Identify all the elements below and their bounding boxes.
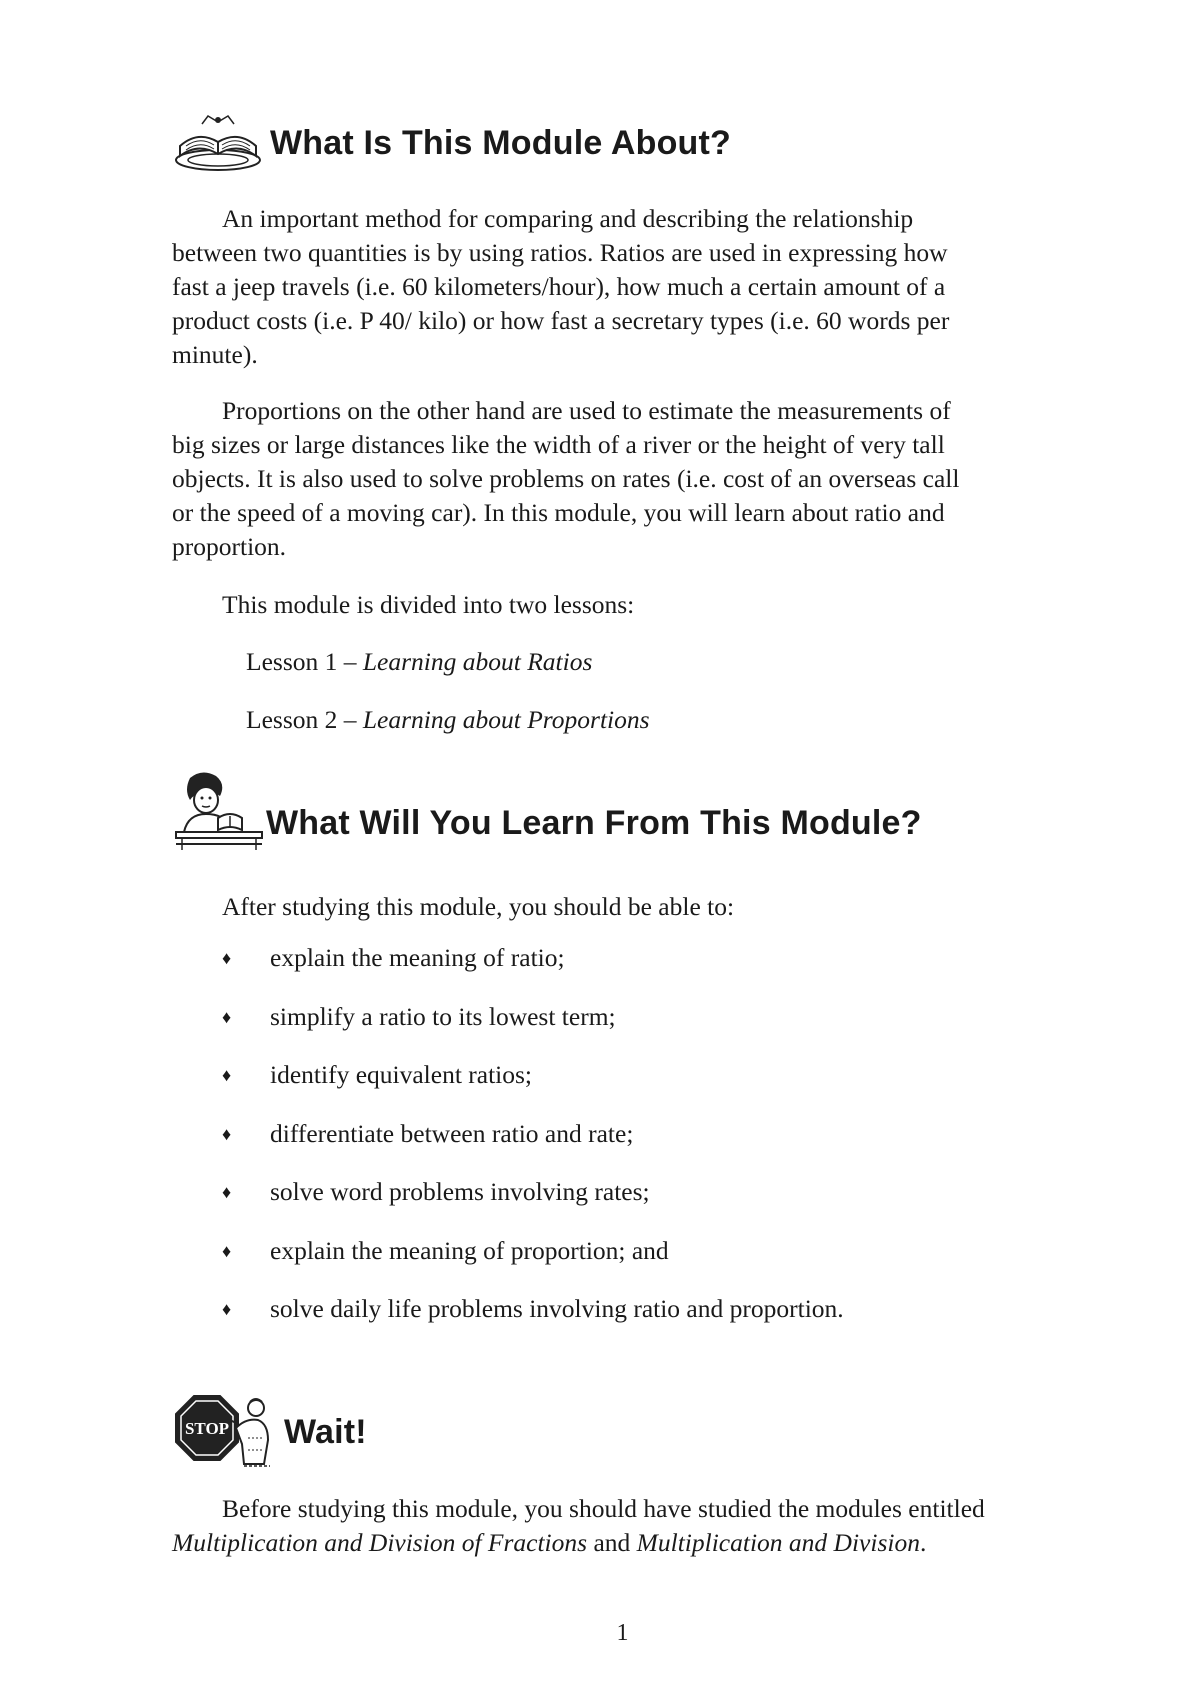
diamond-bullet-icon: ♦ bbox=[222, 1123, 232, 1144]
objective-text: solve word problems involving rates; bbox=[270, 1177, 650, 1206]
text-line: proportion. bbox=[172, 532, 287, 561]
diamond-bullet-icon: ♦ bbox=[222, 948, 232, 968]
text-line: Before studying this module, you should have studied the modules entitled bbox=[222, 1494, 985, 1523]
diamond-bullet-icon: ♦ bbox=[222, 1240, 232, 1261]
objectives-list bbox=[222, 941, 844, 1351]
list-item bbox=[222, 1117, 844, 1176]
lesson-item-1 bbox=[246, 647, 592, 677]
section-learn-heading-row bbox=[172, 770, 922, 852]
section-about-heading-row bbox=[172, 112, 731, 174]
text-line: minute). bbox=[172, 340, 258, 369]
objective-text: identify equivalent ratios; bbox=[270, 1060, 533, 1089]
text-line: product costs (i.e. P 40/ kilo) or how fast a secretary types (i.e. 60 words per bbox=[172, 306, 950, 335]
diamond-bullet-icon: ♦ bbox=[222, 1006, 232, 1027]
student-reading-icon bbox=[172, 770, 264, 852]
learn-intro: After studying this module, you should be able to: bbox=[222, 892, 735, 921]
diamond-bullet-icon: ♦ bbox=[222, 1182, 232, 1202]
text-line: Multiplication and Division of Fractions and Multiplication and Division. bbox=[172, 1528, 927, 1557]
lesson-title: Learning about Ratios bbox=[362, 647, 593, 676]
stop-sign-icon bbox=[172, 1394, 276, 1470]
text-line: big sizes or large distances like the width of a river or the height of very tall bbox=[172, 430, 945, 459]
objective-text: simplify a ratio to its lowest term; bbox=[270, 1001, 616, 1031]
objective-text: differentiate between ratio and rate; bbox=[270, 1118, 634, 1148]
about-paragraph-1 bbox=[172, 202, 1072, 372]
text-line: objects. It is also used to solve problems on rates (i.e. cost of an overseas call bbox=[172, 464, 960, 493]
objective-text: explain the meaning of ratio; bbox=[270, 943, 565, 972]
list-item bbox=[222, 1234, 844, 1293]
lesson-prefix: Lesson 2 – bbox=[246, 705, 363, 734]
list-item bbox=[222, 1175, 844, 1234]
list-item bbox=[222, 1058, 844, 1117]
objective-text: explain the meaning of proportion; and bbox=[270, 1235, 669, 1265]
section-about-heading: What Is This Module About? bbox=[270, 123, 731, 162]
text-line: Proportions on the other hand are used to estimate the measurements of bbox=[222, 396, 951, 425]
wait-paragraph bbox=[172, 1492, 1092, 1560]
open-book-icon bbox=[172, 112, 264, 174]
lesson-title: Learning about Proportions bbox=[362, 705, 650, 734]
text-line: or the speed of a moving car). In this module, you will learn about ratio and bbox=[172, 498, 945, 527]
section-wait-heading-row bbox=[172, 1394, 367, 1470]
section-learn-heading: What Will You Learn From This Module? bbox=[266, 803, 922, 842]
section-wait-heading: Wait! bbox=[284, 1412, 367, 1451]
lesson-prefix: Lesson 1 – bbox=[246, 647, 363, 676]
stop-sign-label: STOP bbox=[184, 1419, 230, 1438]
prerequisite-module-2: Multiplication and Division bbox=[636, 1528, 920, 1557]
prerequisite-module-1: Multiplication and Division of Fractions bbox=[172, 1528, 588, 1557]
diamond-bullet-icon: ♦ bbox=[222, 1065, 232, 1085]
list-item bbox=[222, 1000, 844, 1059]
lesson-item-2 bbox=[246, 705, 650, 735]
text-line: fast a jeep travels (i.e. 60 kilometers/hour), how much a certain amount of a bbox=[172, 272, 946, 301]
diamond-bullet-icon: ♦ bbox=[222, 1299, 232, 1319]
list-item bbox=[222, 941, 844, 1000]
list-item bbox=[222, 1292, 844, 1351]
text-line: between two quantities is by using ratios. Ratios are used in expressing how bbox=[172, 238, 948, 267]
about-paragraph-2 bbox=[172, 394, 1072, 564]
objective-text: solve daily life problems involving ratio and proportion. bbox=[270, 1294, 844, 1323]
lessons-intro: This module is divided into two lessons: bbox=[222, 590, 635, 619]
text-line: An important method for comparing and describing the relationship bbox=[222, 204, 914, 233]
page-number: 1 bbox=[616, 1620, 629, 1646]
